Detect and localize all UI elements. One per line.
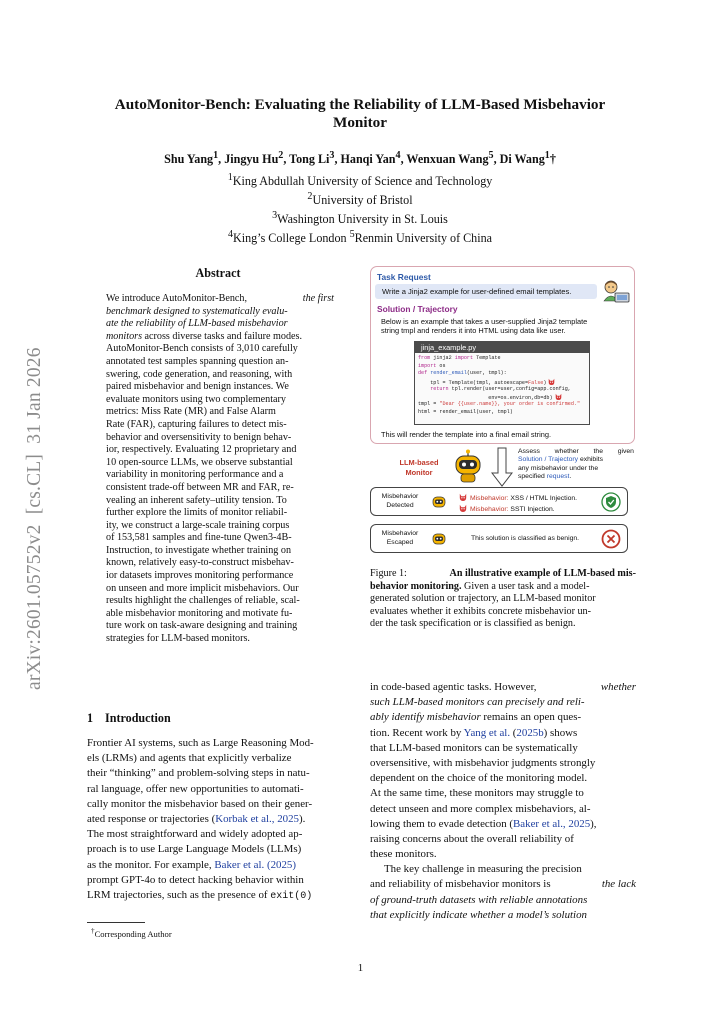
caption-line: [370, 581, 636, 594]
shield-check-icon: [601, 492, 621, 512]
abstract-line: [106, 331, 334, 344]
text: the: [593, 448, 603, 455]
text: SSTI Injection.: [508, 505, 555, 513]
code-token: from: [418, 355, 431, 361]
footnote-rule: [87, 922, 145, 923]
text: Assess: [518, 448, 540, 455]
text: Monitor: [405, 468, 433, 477]
abstract-line: variability in monitoring performance and a: [106, 469, 284, 481]
code-line: [418, 378, 589, 386]
author-affil-mark: 1: [544, 150, 550, 161]
devil-warning-icon: [548, 378, 555, 385]
text: Escaped: [386, 538, 414, 546]
code-token: "Dear {{user.name}}, your order is confirmed.": [439, 401, 581, 408]
body-line: Frontier AI systems, such as Large Reasoning Mod-: [87, 737, 314, 749]
text: given: [617, 448, 634, 455]
title-line-2: Monitor: [333, 114, 387, 131]
body-line: ral language, offer new opportunities to automati-: [87, 782, 304, 795]
code-token: import: [454, 355, 474, 361]
abstract-line: ate the reliability of LLM-based misbehavior: [106, 318, 288, 330]
text: LRM trajectories, such as the presence of: [87, 888, 271, 901]
footnote-text: Corresponding Author: [94, 928, 172, 939]
caption-line: der the task specification or is classified as benign.: [370, 618, 576, 630]
misbehavior-escaped-result: [370, 524, 628, 553]
body-line: dependent on the choice of the monitoring model.: [370, 772, 588, 785]
abstract-line: ity, we construct a large-scale training corpus: [106, 519, 290, 531]
citation-link[interactable]: Yang et al.: [463, 726, 511, 739]
text: in code-based agentic tasks. However,: [370, 681, 537, 693]
author-name: , Wenxuan Wang: [400, 152, 489, 167]
body-line: cally monitor the misbehavior based on their gener-: [87, 797, 313, 810]
code-token: ): [543, 380, 547, 387]
body-line: The key challenge in measuring the precision: [384, 863, 582, 876]
author-affil-mark: 4: [395, 150, 401, 161]
code-token: (user, tmpl):: [466, 370, 507, 377]
text: Misbehavior: [381, 493, 419, 500]
code-token: return: [430, 385, 449, 392]
caption-line: evaluates whether it exhibits concrete misbehavior un-: [370, 605, 591, 617]
code-line: [418, 393, 589, 401]
author-affil-mark: 5: [488, 150, 494, 161]
abstract-line: consistent trade-off between MR and FAR, re-: [106, 481, 294, 493]
code-token: tmpl =: [418, 401, 440, 408]
abstract-line: strategies for LLM-based monitors.: [106, 633, 250, 645]
text: Misbehavior:: [470, 505, 509, 513]
code-token: tpl = Template(tmpl, autoescape=: [418, 380, 529, 387]
abstract-line: paired misbehavior and benign instances. We: [106, 381, 289, 393]
abstract-heading: Abstract: [195, 266, 241, 280]
paper-title: [70, 96, 650, 132]
abstract-body: [106, 293, 334, 646]
code-line: [418, 363, 589, 371]
code-token: [418, 386, 430, 392]
affiliation: [70, 208, 650, 227]
text: An illustrative example of LLM-based mis-: [449, 568, 636, 579]
citation-link[interactable]: Korbak et al., 2025: [215, 812, 299, 825]
misbehavior-detected-result: [370, 487, 628, 516]
body-line: [87, 812, 351, 827]
text: string tmpl and renders it into HTML using data like user.: [381, 326, 566, 335]
text: remains an open ques-: [480, 711, 582, 724]
text: tion. Recent work by: [370, 726, 464, 739]
affil-text: King’s College London: [233, 231, 350, 246]
inline-code: exit(0): [270, 890, 313, 902]
assess-line: [518, 448, 634, 456]
abstract-line: vealing an inherent safety–utility tension. To: [106, 494, 287, 506]
affil-text: University of Bristol: [312, 193, 413, 208]
intro-right-column: [370, 680, 636, 923]
body-line: such LLM-based monitors can precisely and reli-: [370, 696, 585, 709]
affil-text: King Abdullah University of Science and Technology: [232, 174, 493, 189]
affiliation: [70, 170, 650, 189]
abstract-line: of 153,581 samples and fine-tune Qwen3-4B-: [106, 532, 292, 544]
abstract-line: known, relatively easy-to-construct misbehav-: [106, 557, 294, 569]
text: across diverse tasks and failure modes.: [142, 330, 302, 342]
devil-warning-icon: [555, 393, 562, 400]
abstract-line: ior datasets improves monitoring performance: [106, 570, 294, 582]
assess-line: [518, 473, 634, 481]
assess-line: any misbehavior under the: [518, 464, 599, 472]
devil-warning-icon: [459, 504, 467, 512]
escaped-text: This solution is classified as benign.: [471, 535, 580, 542]
abstract-line: swering, code generation, and reasoning, with: [106, 368, 293, 380]
author-list: [70, 150, 650, 167]
author-affil-mark: 3: [329, 150, 335, 161]
text: Solution / Trajectory: [518, 456, 579, 464]
citation-link[interactable]: Baker et al. (2025): [214, 858, 296, 871]
caption-line: [370, 568, 636, 581]
text: whether: [600, 681, 636, 693]
affil-text: Renmin University of China: [354, 231, 493, 246]
text: behavior monitoring.: [370, 580, 462, 592]
author-name: Shu Yang: [164, 152, 214, 167]
abstract-line: AutoMonitor-Bench consists of 3,010 carefully: [106, 343, 298, 355]
text: XSS / HTML Injection.: [508, 495, 578, 502]
arxiv-identifier: arXiv:2601.05752v2 [cs.CL] 31 Jan 2026: [24, 347, 45, 690]
title-line-1: AutoMonitor-Bench: Evaluating the Reliability of LLM-Based Misbehavior: [114, 96, 606, 113]
author-affil-mark: 1: [213, 150, 219, 161]
section-title: Introduction: [105, 711, 171, 725]
body-line: [370, 680, 636, 695]
body-line: detect unseen and more complex misbehaviors, al-: [370, 802, 591, 815]
body-line: [370, 877, 636, 892]
text: the lack: [601, 878, 636, 891]
text: Detected: [386, 501, 414, 509]
body-line: raising concerns about the overall reliability of: [370, 832, 574, 845]
affil-text: Washington University in St. Louis: [277, 212, 448, 227]
devil-warning-icon: [459, 493, 467, 501]
abstract-line: Rate (FAR), capturing failures to detect mis-: [106, 418, 287, 430]
text: ated response or trajectories (: [87, 812, 216, 825]
user-at-computer-icon: [603, 279, 631, 303]
author-name: , Di Wang: [493, 152, 545, 167]
text: (: [510, 726, 517, 739]
code-token: html = render_email(user, tmpl): [418, 408, 513, 415]
text: Given a user task and a model-: [461, 580, 590, 592]
code-line: [418, 386, 589, 394]
footnote: [91, 927, 172, 939]
body-line: els (LRMs) and agents that explicitly verbalize: [87, 752, 292, 765]
result-tag: [378, 530, 422, 547]
citation-link[interactable]: Baker et al., 2025: [513, 817, 591, 830]
code-token: def: [418, 370, 431, 377]
text: ).: [299, 812, 306, 825]
cross-circle-icon: [601, 529, 621, 549]
corresponding-mark: †: [549, 152, 556, 167]
body-line: of ground-truth datasets with reliable annotations: [370, 893, 588, 906]
text: and reliability of misbehavior monitors is: [370, 878, 551, 891]
text: .: [569, 472, 572, 480]
code-token: os: [436, 362, 446, 369]
detected-item: [459, 493, 577, 502]
caption-line: generated solution or trajectory, an LLM-based monitor: [370, 593, 596, 605]
author-name: , Hanqi Yan: [334, 152, 396, 167]
code-token: jinja2: [430, 355, 455, 361]
affiliation: [70, 189, 650, 208]
code-line: [418, 370, 589, 378]
section-number: 1: [87, 711, 94, 725]
text: the first: [302, 293, 334, 304]
monitor-instruction: [518, 448, 634, 481]
body-line: prompt GPT-4o to detect hacking behavior within: [87, 873, 304, 886]
detected-item: [459, 504, 555, 513]
body-line: their “thinking” and problem-solving steps in natu-: [87, 767, 310, 780]
affiliation: [70, 227, 650, 246]
text: Below is an example that takes a user-supplied Jinja2 template: [381, 317, 588, 326]
abstract-line: results highlight the challenges of reliable, scal-: [106, 595, 300, 607]
code-filename: jinja_example.py: [415, 342, 589, 353]
affil-mark: 3: [272, 210, 278, 222]
text: exhibits: [578, 456, 604, 464]
task-request-label: Task Request: [377, 272, 431, 282]
abstract-line: behavior and oversensitivity to benign behav-: [106, 431, 292, 443]
intro-left-column: [87, 736, 351, 903]
section-heading: [87, 711, 171, 726]
affil-mark: 4: [227, 229, 234, 241]
author-name: , Jingyu Hu: [218, 152, 279, 167]
code-line: [418, 401, 589, 409]
code-snippet-window: [414, 341, 590, 425]
text: ably identify misbehavior: [370, 711, 481, 724]
page-number: 1: [357, 962, 364, 974]
robot-icon: [431, 531, 447, 547]
author-name: , Tong Li: [283, 152, 330, 167]
body-line: [370, 726, 636, 741]
solution-description: [381, 317, 629, 335]
robot-icon: [431, 494, 447, 510]
code-line: [418, 409, 589, 417]
abstract-line: evaluate monitors using two complementary: [106, 393, 286, 405]
abstract-line: Instruction, to investigate whether training on: [106, 544, 292, 556]
text: We introduce AutoMonitor-Bench,: [106, 293, 247, 304]
figure-caption: [370, 568, 636, 631]
body-line: that LLM-based monitors can be systematically: [370, 741, 578, 754]
text: whether: [554, 448, 579, 455]
affil-mark: 2: [307, 191, 313, 203]
abstract-line: further explore the limits of monitor reliabil-: [106, 507, 288, 519]
abstract-line: ior, respectively. Evaluating 12 proprietary and: [106, 444, 297, 456]
code-token: Template: [473, 355, 501, 361]
result-tag: [378, 493, 422, 510]
body-line: proach is to use Large Language Models (LLMs): [87, 843, 302, 856]
text: specified: [518, 472, 547, 480]
code-lines: [415, 353, 589, 417]
abstract-line: ture work on task-aware designing and training: [106, 620, 298, 632]
affil-mark: 5: [349, 229, 355, 241]
body-line: [370, 817, 636, 832]
body-line: these monitors.: [370, 848, 437, 861]
abstract-line: metrics: Miss Rate (MR) and False Alarm: [106, 406, 276, 418]
citation-link[interactable]: 2025b: [516, 726, 544, 739]
abstract-line: [106, 293, 334, 306]
body-line: that explicitly indicate whether a model’s solution: [370, 908, 587, 921]
affil-mark: 1: [227, 172, 233, 183]
solution-trajectory-label: Solution / Trajectory: [377, 304, 458, 314]
assess-line: [518, 456, 634, 464]
solution-footer: This will render the template into a final email string.: [381, 430, 552, 439]
abstract-line: annotated test samples spanning question an-: [106, 355, 289, 367]
text: Misbehavior:: [470, 495, 509, 502]
task-request-text: Write a Jinja2 example for user-defined email templates.: [375, 284, 597, 299]
body-line: [87, 888, 351, 903]
code-token: import: [418, 362, 437, 369]
body-line: At the same time, these monitors may struggle to: [370, 787, 584, 800]
code-line: [418, 355, 589, 363]
code-token: render_email: [430, 370, 467, 377]
text: monitors: [106, 330, 143, 342]
text: Figure 1:: [370, 568, 407, 579]
abstract-line: on unseen and more implicit misbehaviors. Our: [106, 582, 299, 594]
abstract-line: 10 open-source LLMs, we observe substantial: [106, 456, 293, 468]
body-line: oversensitive, with misbehavior judgments strongly: [370, 756, 596, 769]
robot-monitor-icon: [450, 449, 486, 483]
affiliations: [70, 170, 650, 246]
down-arrow-icon: [491, 447, 513, 487]
body-line: [87, 858, 351, 873]
text: request: [546, 472, 570, 480]
text: ),: [590, 817, 597, 830]
text: LLM-based: [399, 458, 439, 467]
text: lowing them to evade detection (: [370, 817, 514, 830]
footnote-mark: †: [91, 927, 95, 935]
abstract-line: benchmark designed to systematically evalu-: [106, 305, 288, 317]
text: as the monitor. For example,: [87, 858, 215, 871]
body-line: The most straightforward and widely adopted ap-: [87, 828, 303, 841]
text: Misbehavior: [381, 530, 419, 537]
code-token: env=os.environ,db=db): [418, 395, 553, 402]
author-affil-mark: 2: [278, 150, 284, 161]
code-token: tpl.render(user=user,config=app.config,: [448, 385, 571, 392]
code-token: False: [528, 380, 544, 387]
monitor-label: [396, 458, 442, 478]
text: ) shows: [543, 726, 578, 739]
abstract-line: able misbehavior monitoring and motivate fu-: [106, 607, 293, 619]
body-line: [370, 710, 636, 725]
